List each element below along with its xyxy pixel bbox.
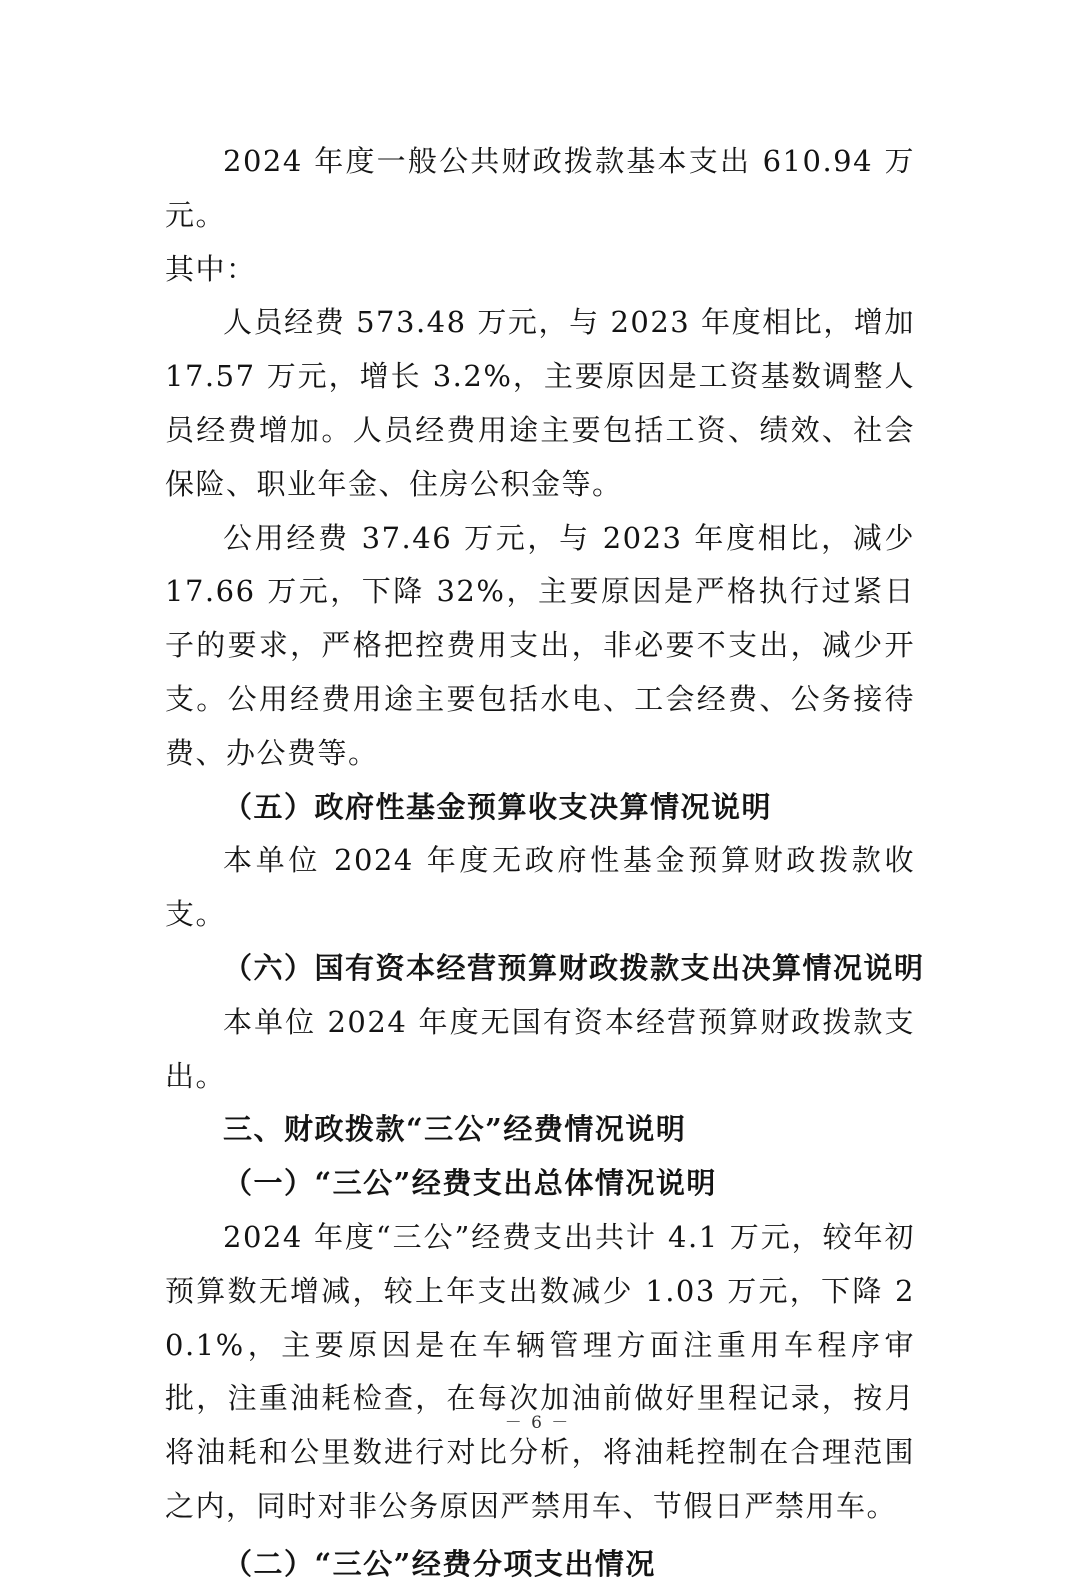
heading-three-public-overall: （一）“三公”经费支出总体情况说明 — [223, 1166, 717, 1201]
paragraph-three-public-overall: 2024 年度“三公”经费支出共计 4.1 万元，较年初预算数无增减，较上年支出数减少 1.03 万元，下降 20.1%，主要原因是在车辆管理方面注重用车程序审批，注重油耗检查，在每次加油前做好里程记录，按月将油耗和公里数进行对比分析，将油耗控制在合理范围之内，同时对非公务原因严禁用车、节假日严禁用车。 — [165, 1219, 915, 1523]
paragraph-among-which: 其中： — [165, 251, 257, 286]
paragraph-no-government-fund: 本单位 2024 年度无政府性基金预算财政拨款收支。 — [165, 843, 915, 932]
heading-government-fund-budget: （五）政府性基金预算收支决算情况说明 — [223, 789, 773, 824]
paragraph-no-state-capital: 本单位 2024 年度无国有资本经营预算财政拨款支出。 — [165, 1004, 915, 1093]
heading-state-capital-budget: （六）国有资本经营预算财政拨款支出决算情况说明 — [223, 950, 925, 985]
heading-three-public-expenses: 三、财政拨款“三公”经费情况说明 — [223, 1112, 687, 1147]
paragraph-basic-expenditure: 2024 年度一般公共财政拨款基本支出 610.94 万元。 — [165, 144, 915, 232]
heading-three-public-itemized: （二）“三公”经费分项支出情况 — [223, 1546, 656, 1581]
page-number: － 6 － — [504, 1413, 571, 1433]
paragraph-public-expenses: 公用经费 37.46 万元，与 2023 年度相比，减少 17.66 万元，下降 32%，主要原因是严格执行过紧日子的要求，严格把控费用支出，非必要不支出，减少开支。公用经费用途主要包括水电、工会经费、公务接待费、办公费等。 — [165, 520, 915, 770]
document-body — [165, 135, 925, 1592]
paragraph-personnel-expenses: 人员经费 573.48 万元，与 2023 年度相比，增加 17.57 万元，增长 3.2%，主要原因是工资基数调整人员经费增加。人员经费用途主要包括工资、绩效、社会保险、职业年金、住房公积金等。 — [165, 305, 915, 501]
